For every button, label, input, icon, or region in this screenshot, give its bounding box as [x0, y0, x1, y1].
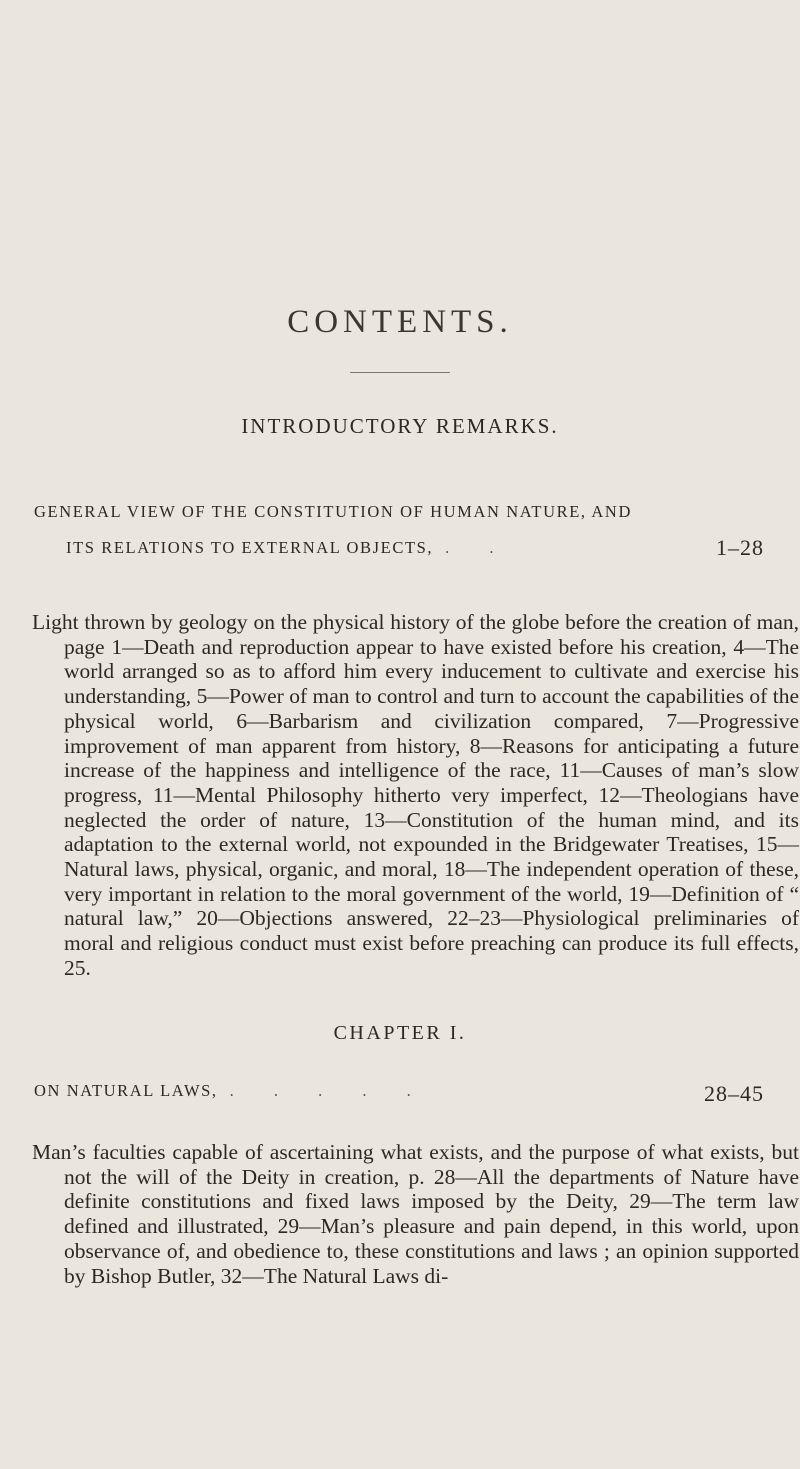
- general-view-line-1: GENERAL VIEW OF THE CONSTITUTION OF HUMAN NATURE, AND: [34, 502, 632, 521]
- general-view-heading: [34, 494, 774, 566]
- leader-dots: . . . . .: [229, 1081, 429, 1100]
- general-view-line-2-text: ITS RELATIONS TO EXTERNAL OBJECTS,: [66, 538, 434, 557]
- chapter-synopsis: Man’s faculties capable of ascertaining what exists, and the purpose of what exists, but not the will of the Deity in creation, p. 28—All the departments of Nature have definite constitutions and fixed laws imposed by the Deity, 29—The term law defined and illustrated, 29—Man’s pleasure and pain depend, in this world, upon observance of, and obedience to, these constitutions and laws ; an opinion supported by Bishop Butler, 32—The Natural Laws di-: [32, 1140, 799, 1288]
- introductory-remarks-heading: INTRODUCTORY REMARKS.: [241, 414, 559, 438]
- chapter-label: CHAPTER I.: [333, 1022, 467, 1044]
- chapter-heading-text: ON NATURAL LAWS,: [34, 1081, 218, 1100]
- title-rule: [350, 372, 450, 373]
- chapter-heading: [34, 1081, 774, 1107]
- general-view-line-2: [34, 530, 774, 566]
- leader-dots: . .: [445, 538, 512, 557]
- page-title: CONTENTS.: [287, 304, 513, 340]
- general-view-pages: 1–28: [716, 535, 764, 560]
- general-view-synopsis: Light thrown by geology on the physical history of the globe before the creation of man, page 1—Death and reproduction appear to have existed before his creation, 4—The world arranged so as to afford him every inducement to cultivate and exercise his understanding, 5—Power of man to control and turn to account the capabilities of the physical world, 6—Barbarism and civilization compared, 7—Progressive improvement of man apparent from history, 8—Reasons for anticipating a future increase of the happiness and intelligence of the race, 11—Causes of man’s slow progress, 11—Mental Philosophy hitherto very imperfect, 12—Theologians have neglected the order of nature, 13—Constitution of the human mind, and its adaptation to the external world, not expounded in the Bridgewater Treatises, 15—Natural laws, physical, organic, and moral, 18—The independent operation of these, very important in relation to the moral government of the world, 19—Definition of “ natural law,” 20—Objections answered, 22–23—Physiological preliminaries of moral and religious conduct must exist before preaching can produce its full effects, 25.: [32, 610, 799, 980]
- chapter-pages: 28–45: [704, 1081, 764, 1106]
